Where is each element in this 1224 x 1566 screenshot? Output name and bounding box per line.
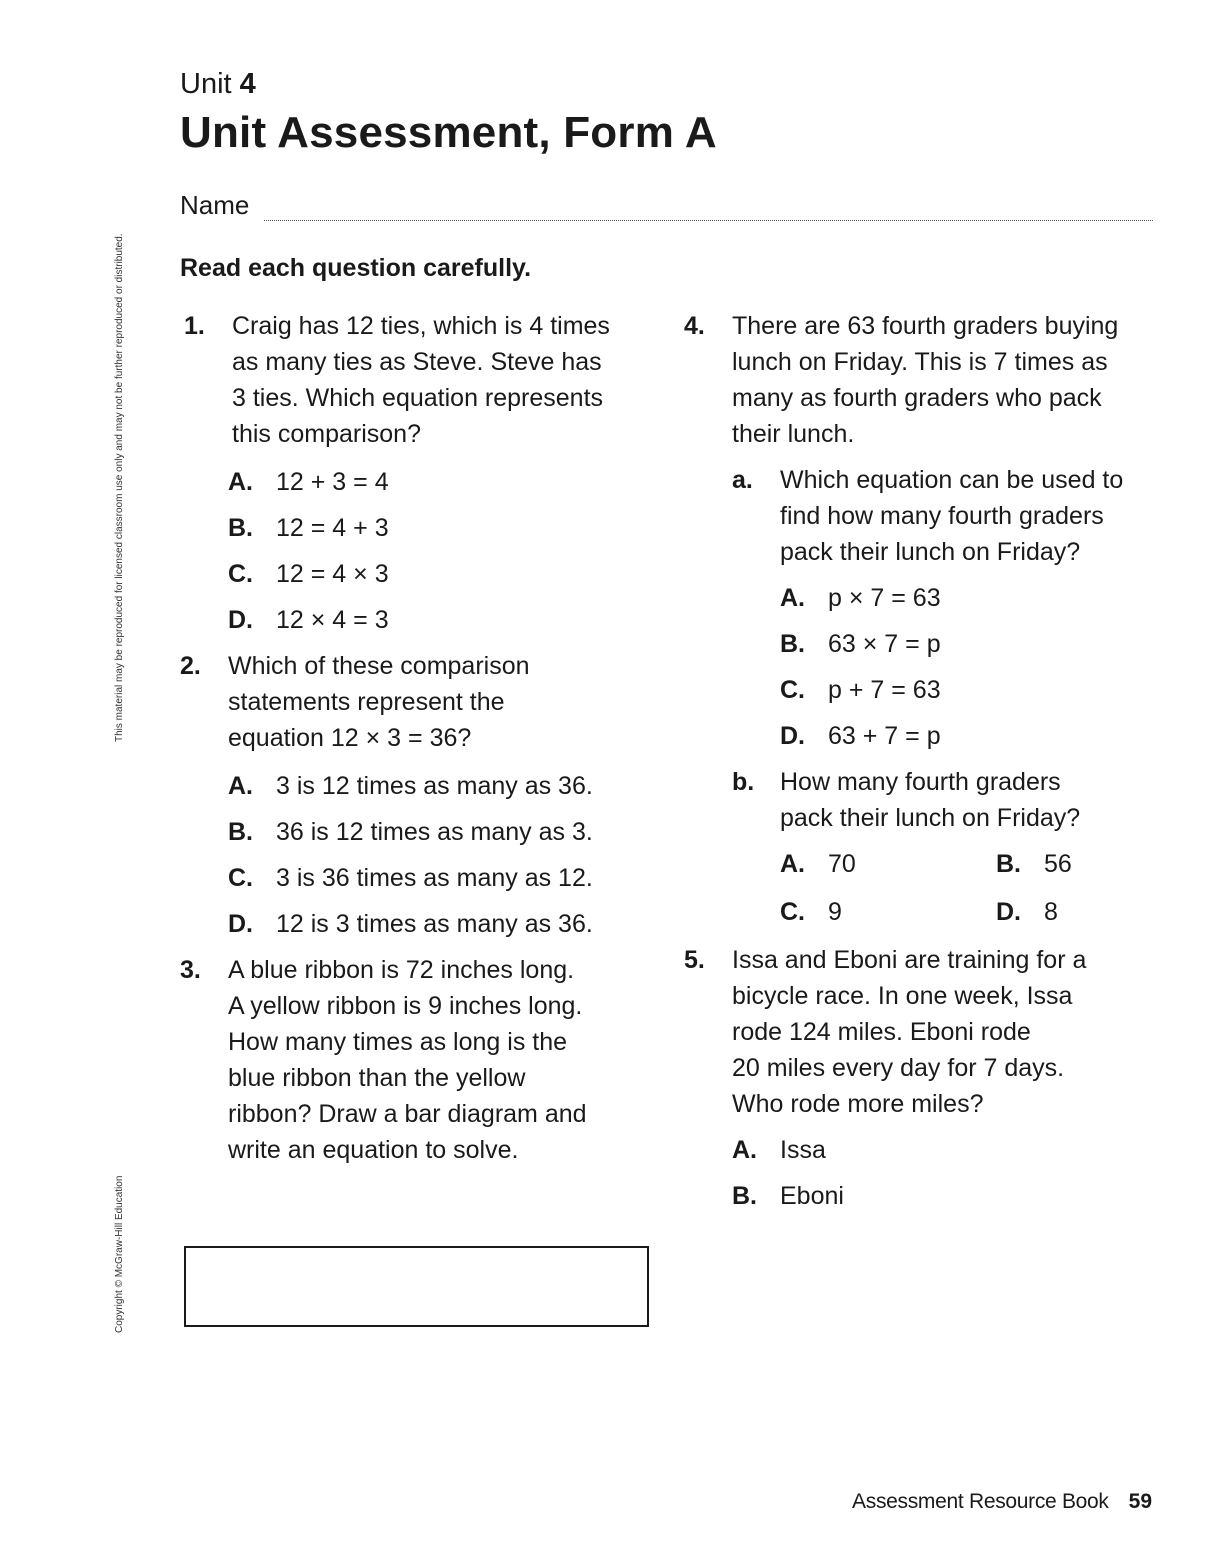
part-text [780,764,1080,836]
question-number: 5. [684,946,705,974]
question-line: Craig has 12 ties, which is 4 times [232,312,610,340]
option-text: Issa [780,1136,826,1164]
option-text: 12 = 4 × 3 [276,560,389,588]
question-line: ribbon? Draw a bar diagram and [228,1100,587,1128]
book-title: Assessment Resource Book [852,1490,1109,1513]
option-text: 36 is 12 times as many as 3. [276,818,593,846]
question-line: as many ties as Steve. Steve has [232,348,602,376]
unit-line [180,68,256,101]
option-letter: C. [228,864,253,892]
option-letter: B. [228,514,253,542]
answer-box[interactable] [184,1246,649,1327]
question-text [228,648,530,756]
question-line: many as fourth graders who pack [732,384,1102,412]
question-line: Issa and Eboni are training for a [732,946,1087,974]
option-text: 9 [828,898,842,926]
option-letter: B. [996,850,1021,878]
part-text [780,462,1123,570]
option-letter: C. [780,898,805,926]
question-number: 1. [184,312,205,340]
question-line: Who rode more miles? [732,1090,984,1118]
question-line: How many times as long is the [228,1028,568,1056]
part-label: b. [732,768,755,796]
option-letter: D. [228,910,253,938]
option-letter: A. [780,850,805,878]
copyright-notice: Copyright © McGraw-Hill Education [114,1175,125,1333]
question-line: bicycle race. In one week, Issa [732,982,1073,1010]
option-letter: D. [996,898,1021,926]
option-text: 8 [1044,898,1058,926]
question-number: 2. [180,652,201,680]
unit-number: 4 [239,68,256,100]
question-line: There are 63 fourth graders buying [732,312,1119,340]
question-line: statements represent the [228,688,505,716]
option-text: 12 is 3 times as many as 36. [276,910,593,938]
option-letter: B. [228,818,253,846]
option-text: p × 7 = 63 [828,584,941,612]
option-letter: D. [228,606,253,634]
question-text [732,308,1118,452]
option-text: 12 = 4 + 3 [276,514,389,542]
option-text: 3 is 36 times as many as 12. [276,864,593,892]
option-letter: C. [228,560,253,588]
question-line: rode 124 miles. Eboni rode [732,1018,1031,1046]
question-line: write an equation to solve. [228,1136,519,1164]
option-text: 12 × 4 = 3 [276,606,389,634]
question-line: pack their lunch on Friday? [780,804,1081,832]
question-line: blue ribbon than the yellow [228,1064,526,1092]
option-letter: B. [732,1182,757,1210]
page-number: 59 [1128,1490,1152,1513]
question-line: their lunch. [732,420,855,448]
option-letter: A. [780,584,805,612]
page-footer [852,1490,1152,1514]
name-field[interactable] [180,190,1153,224]
option-letter: A. [732,1136,757,1164]
question-line: Which equation can be used to [780,466,1124,494]
option-letter: C. [780,676,805,704]
question-line: A yellow ribbon is 9 inches long. [228,992,583,1020]
question-line: lunch on Friday. This is 7 times as [732,348,1108,376]
part-label: a. [732,466,753,494]
question-line: 3 ties. Which equation represents [232,384,604,412]
name-label: Name [180,190,250,220]
unit-label: Unit [180,68,232,100]
question-line: Which of these comparison [228,652,530,680]
question-text [732,942,1086,1122]
option-letter: A. [228,468,253,496]
page-title: Unit Assessment, Form A [180,108,717,157]
option-letter: D. [780,722,805,750]
instructions: Read each question carefully. [180,254,532,282]
question-line: this comparison? [232,420,421,448]
question-line: find how many fourth graders [780,502,1104,530]
question-line: How many fourth graders [780,768,1061,796]
option-text: Eboni [780,1182,844,1210]
option-text: 70 [828,850,856,878]
option-letter: B. [780,630,805,658]
option-letter: A. [228,772,253,800]
question-line: pack their lunch on Friday? [780,538,1081,566]
question-line: equation 12 × 3 = 36? [228,724,472,752]
option-text: 3 is 12 times as many as 36. [276,772,593,800]
option-text: 63 × 7 = p [828,630,941,658]
question-line: A blue ribbon is 72 inches long. [228,956,575,984]
question-number: 3. [180,956,201,984]
rights-notice: This material may be reproduced for licensed classroom use only and may not be further reproduced or distributed. [114,233,125,742]
option-text: 12 + 3 = 4 [276,468,389,496]
question-text [228,952,587,1168]
question-line: 20 miles every day for 7 days. [732,1054,1065,1082]
question-number: 4. [684,312,705,340]
option-text: p + 7 = 63 [828,676,941,704]
option-text: 56 [1044,850,1072,878]
name-line[interactable] [264,220,1153,221]
question-text [232,308,610,452]
option-text: 63 + 7 = p [828,722,941,750]
